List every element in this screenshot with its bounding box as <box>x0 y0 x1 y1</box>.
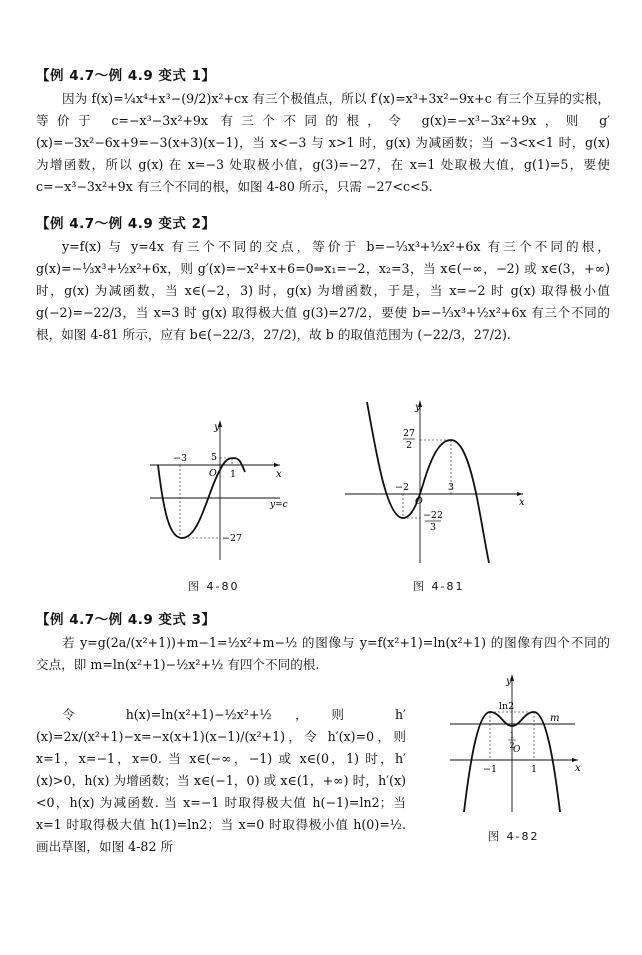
figure-4-82 <box>450 672 590 817</box>
max-denominator: 2 <box>405 440 413 451</box>
x-label: x <box>575 763 581 774</box>
y-label: y <box>506 676 512 687</box>
origin-label: O <box>513 745 521 755</box>
curve-g <box>367 402 489 563</box>
section-1-paragraph: 因为 f(x)=¼x⁴+x³−(9/2)x²+cx 有三个极值点，所以 f′(x)=x³+3x²−9x+c 有三个互异的实根，等价于 c=−x³−3x²+9x 有三个不同的根，令 g(x)=−x³−3x²+9x，则 g′(x)=−3x²−6x+9=−3(x+3)(x−1)，当 x<−3 与 x>1 时，g(x) 为减函数；当 −3<x<1 时，g(x) 为增函数，所以 g(x) 在 x=−3 处取极小值，g(3)=−27，在 x=1 处取极大值，g(1)=5，要使 c=−x³−3x²+9x 有三个不同的根，如图 4-80 所示，只需 −27<c<5. <box>36 91 610 194</box>
half-denominator: 2 <box>509 741 515 750</box>
tick-neg2: −2 <box>395 482 410 493</box>
tick-one: 1 <box>230 469 237 480</box>
origin-label: O <box>415 496 423 507</box>
tick-neg1: −1 <box>483 764 498 775</box>
y-label: y <box>214 422 220 433</box>
figure-4-81 <box>345 398 535 568</box>
origin-label: O <box>209 468 217 479</box>
max-numerator: 27 <box>402 428 416 439</box>
x-axis-arrow <box>572 758 578 762</box>
section-1-heading: 【例 4.7～例 4.9 变式 1】 <box>36 68 216 84</box>
tick-five: 5 <box>211 452 218 463</box>
tick-ln2: ln2 <box>499 701 515 712</box>
x-label: x <box>519 497 525 508</box>
line-m-label: m <box>550 713 560 724</box>
y-label: y <box>415 402 421 413</box>
half-numerator: 1 <box>509 731 515 740</box>
min-numerator: −22 <box>422 510 444 521</box>
section-3-paragraph-1: 若 y=g(2a/(x²+1))+m−1=½x²+m−½ 的图像与 y=f(x²+1)=ln(x²+1) 的图像有四个不同的交点，即 m=ln(x²+1)−½x²+½ 有四个不同的根. <box>36 635 610 672</box>
tick-one: 1 <box>531 764 538 775</box>
section-2-paragraph: y=f(x) 与 y=4x 有三个不同的交点，等价于 b=−⅓x³+½x²+6x 有三个不同的根，g(x)=−⅓x³+½x²+6x，则 g′(x)=−x²+x+6=0⇒x₁=−2，x₂=3，当 x∈(−∞，−2) 或 x∈(3，+∞) 时，g(x) 为减函数，当 x∈(−2，3) 时，g(x) 为增函数，于是，当 x=−2 时 g(x) 取得极小值 g(−2)=−22/3，当 x=3 时 g(x) 取得极大值 g(3)=27/2，要使 b=−⅓x³+½x²+6x 有三个不同的根，如图 4-81 所示，应有 b∈(−22/3，27/2)，故 b 的取值范围为 (−22/3，27/2). <box>36 239 610 342</box>
figure-4-81-caption: 图 4-81 <box>413 580 465 593</box>
tick-three: 3 <box>448 482 455 493</box>
figure-4-80-caption: 图 4-80 <box>188 580 240 593</box>
x-axis-arrow <box>517 492 523 496</box>
figure-4-80 <box>150 420 300 565</box>
tick-neg3: −3 <box>173 453 188 464</box>
x-axis-arrow <box>274 463 280 467</box>
min-denominator: 3 <box>429 522 437 533</box>
tick-neg27: −27 <box>222 533 243 544</box>
section-3-paragraph-2: 令 h(x)=ln(x²+1)−½x²+½，则 h′(x)=2x/(x²+1)−x=−x(x+1)(x−1)/(x²+1)，令 h′(x)=0，则 x=1，x=−1，x=0. 当 x∈(−∞，−1) 或 x∈(0，1) 时，h′(x)>0，h(x) 为增函数；当 x∈(−1，0) 或 x∈(1，+∞) 时，h′(x)<0，h(x) 为减函数. 当 x=−1 时取得极大值 h(−1)=ln2；当 x=1 时取得极大值 h(1)=ln2；当 x=0 时取得极小值 h(0)=½. 画出草图，如图 4-82 所 <box>36 707 406 854</box>
figure-4-82-caption: 图 4-82 <box>488 830 540 843</box>
section-2-heading: 【例 4.7～例 4.9 变式 2】 <box>36 216 216 232</box>
line-label: y=c <box>270 500 288 510</box>
x-label: x <box>276 469 282 480</box>
section-3-heading: 【例 4.7～例 4.9 变式 3】 <box>36 612 216 628</box>
